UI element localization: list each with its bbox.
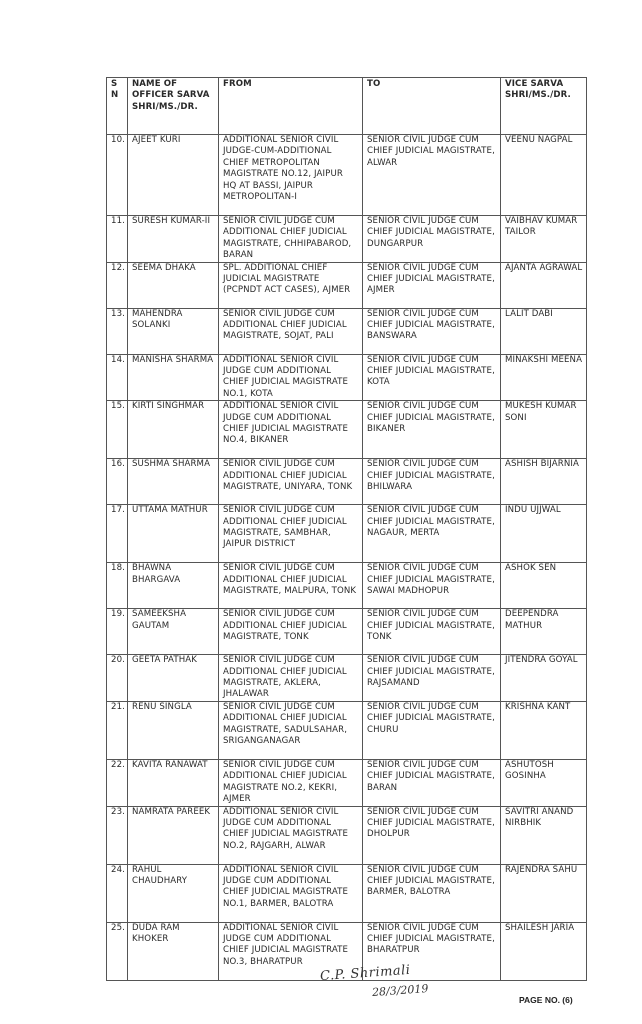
table-row xyxy=(107,262,587,308)
from-post: ADDITIONAL SENIOR CIVIL JUDGE CUM ADDITIONAL CHIEF JUDICIAL MAGISTRATE NO.4, BIKANER xyxy=(219,401,363,459)
to-post: SENIOR CIVIL JUDGE CUM CHIEF JUDICIAL MAGISTRATE, BHARATPUR xyxy=(363,922,501,980)
vice-officer: KRISHNA KANT xyxy=(501,701,587,759)
from-post: ADDITIONAL SENIOR CIVIL JUDGE CUM ADDITIONAL CHIEF JUDICIAL MAGISTRATE NO.1, BARMER, BALOTRA xyxy=(219,864,363,922)
header-from: FROM xyxy=(219,78,363,135)
officer-name: RAHUL CHAUDHARY xyxy=(128,864,219,922)
table-row xyxy=(107,401,587,459)
from-post: SENIOR CIVIL JUDGE CUM ADDITIONAL CHIEF JUDICIAL MAGISTRATE, SAMBHAR, JAIPUR DISTRICT xyxy=(219,505,363,563)
table-row xyxy=(107,609,587,655)
header-name: NAME OF OFFICER SARVA SHRI/MS./DR. xyxy=(128,78,219,135)
vice-officer: MUKESH KUMAR SONI xyxy=(501,401,587,459)
to-post: SENIOR CIVIL JUDGE CUM CHIEF JUDICIAL MAGISTRATE, TONK xyxy=(363,609,501,655)
row-sn: 14. xyxy=(107,354,128,401)
table-row xyxy=(107,563,587,609)
from-post: SENIOR CIVIL JUDGE CUM ADDITIONAL CHIEF JUDICIAL MAGISTRATE, UNIYARA, TONK xyxy=(219,459,363,505)
vice-officer: SAVITRI ANAND NIRBHIK xyxy=(501,806,587,864)
from-post: ADDITIONAL SENIOR CIVIL JUDGE CUM ADDITIONAL CHIEF JUDICIAL MAGISTRATE NO.2, RAJGARH, ALWAR xyxy=(219,806,363,864)
vice-officer: LALIT DABI xyxy=(501,308,587,354)
header-to: TO xyxy=(363,78,501,135)
officer-name: SURESH KUMAR-II xyxy=(128,216,219,263)
officer-name: RENU SINGLA xyxy=(128,701,219,759)
to-post: SENIOR CIVIL JUDGE CUM CHIEF JUDICIAL MAGISTRATE, BARAN xyxy=(363,759,501,806)
from-post: ADDITIONAL SENIOR CIVIL JUDGE-CUM-ADDITIONAL CHIEF METROPOLITAN MAGISTRATE NO.12, JAIPUR HQ AT BASSI, JAIPUR METROPOLITAN-I xyxy=(219,135,363,216)
officer-name: MANISHA SHARMA xyxy=(128,354,219,401)
vice-officer: MINAKSHI MEENA xyxy=(501,354,587,401)
table-header-row xyxy=(107,78,587,135)
row-sn: 24. xyxy=(107,864,128,922)
from-post: SENIOR CIVIL JUDGE CUM ADDITIONAL CHIEF JUDICIAL MAGISTRATE, MALPURA, TONK xyxy=(219,563,363,609)
officer-name: SEEMA DHAKA xyxy=(128,262,219,308)
from-post: ADDITIONAL SENIOR CIVIL JUDGE CUM ADDITIONAL CHIEF JUDICIAL MAGISTRATE NO.3, BHARATPUR xyxy=(219,922,363,980)
from-post: SPL. ADDITIONAL CHIEF JUDICIAL MAGISTRATE (PCPNDT ACT CASES), AJMER xyxy=(219,262,363,308)
to-post: SENIOR CIVIL JUDGE CUM CHIEF JUDICIAL MAGISTRATE, BARMER, BALOTRA xyxy=(363,864,501,922)
to-post: SENIOR CIVIL JUDGE CUM CHIEF JUDICIAL MAGISTRATE, RAJSAMAND xyxy=(363,655,501,702)
officer-name: UTTAMA MATHUR xyxy=(128,505,219,563)
officer-name: KAVITA RANAWAT xyxy=(128,759,219,806)
transfer-table xyxy=(106,77,587,981)
signature-date: 28/3/2019 xyxy=(371,982,429,999)
vice-officer: ASHISH BIJARNIA xyxy=(501,459,587,505)
officer-name: BHAWNA BHARGAVA xyxy=(128,563,219,609)
row-sn: 18. xyxy=(107,563,128,609)
page-number: PAGE NO. (6) xyxy=(519,995,573,1005)
officer-name: AJEET KURI xyxy=(128,135,219,216)
from-post: ADDITIONAL SENIOR CIVIL JUDGE CUM ADDITIONAL CHIEF JUDICIAL MAGISTRATE NO.1, KOTA xyxy=(219,354,363,401)
from-post: SENIOR CIVIL JUDGE CUM ADDITIONAL CHIEF JUDICIAL MAGISTRATE, SADULSAHAR, SRIGANGANAGAR xyxy=(219,701,363,759)
officer-name: KIRTI SINGHMAR xyxy=(128,401,219,459)
row-sn: 13. xyxy=(107,308,128,354)
header-vice: VICE SARVA SHRI/MS./DR. xyxy=(501,78,587,135)
table-row xyxy=(107,459,587,505)
table-row xyxy=(107,864,587,922)
table-row xyxy=(107,354,587,401)
to-post: SENIOR CIVIL JUDGE CUM CHIEF JUDICIAL MAGISTRATE, ALWAR xyxy=(363,135,501,216)
officer-name: DUDA RAM KHOKER xyxy=(128,922,219,980)
table-row xyxy=(107,505,587,563)
vice-officer: DEEPENDRA MATHUR xyxy=(501,609,587,655)
officer-name: SAMEEKSHA GAUTAM xyxy=(128,609,219,655)
from-post: SENIOR CIVIL JUDGE CUM ADDITIONAL CHIEF JUDICIAL MAGISTRATE, AKLERA, JHALAWAR xyxy=(219,655,363,702)
to-post: SENIOR CIVIL JUDGE CUM CHIEF JUDICIAL MAGISTRATE, NAGAUR, MERTA xyxy=(363,505,501,563)
vice-officer: ASHUTOSH GOSINHA xyxy=(501,759,587,806)
row-sn: 12. xyxy=(107,262,128,308)
vice-officer: VEENU NAGPAL xyxy=(501,135,587,216)
to-post: SENIOR CIVIL JUDGE CUM CHIEF JUDICIAL MAGISTRATE, BHILWARA xyxy=(363,459,501,505)
vice-officer: VAIBHAV KUMAR TAILOR xyxy=(501,216,587,263)
from-post: SENIOR CIVIL JUDGE CUM ADDITIONAL CHIEF JUDICIAL MAGISTRATE NO.2, KEKRI, AJMER xyxy=(219,759,363,806)
signature: C.P. Shrimali xyxy=(319,962,411,985)
table-row xyxy=(107,308,587,354)
row-sn: 23. xyxy=(107,806,128,864)
table-row xyxy=(107,135,587,216)
table-row xyxy=(107,216,587,263)
vice-officer: RAJENDRA SAHU xyxy=(501,864,587,922)
row-sn: 16. xyxy=(107,459,128,505)
officer-name: SUSHMA SHARMA xyxy=(128,459,219,505)
officer-name: MAHENDRA SOLANKI xyxy=(128,308,219,354)
officer-name: NAMRATA PAREEK xyxy=(128,806,219,864)
row-sn: 15. xyxy=(107,401,128,459)
to-post: SENIOR CIVIL JUDGE CUM CHIEF JUDICIAL MAGISTRATE, SAWAI MADHOPUR xyxy=(363,563,501,609)
row-sn: 19. xyxy=(107,609,128,655)
table-row xyxy=(107,806,587,864)
from-post: SENIOR CIVIL JUDGE CUM ADDITIONAL CHIEF JUDICIAL MAGISTRATE, TONK xyxy=(219,609,363,655)
row-sn: 21. xyxy=(107,701,128,759)
table-row xyxy=(107,701,587,759)
vice-officer: INDU UJJWAL xyxy=(501,505,587,563)
vice-officer: JITENDRA GOYAL xyxy=(501,655,587,702)
to-post: SENIOR CIVIL JUDGE CUM CHIEF JUDICIAL MAGISTRATE, CHURU xyxy=(363,701,501,759)
to-post: SENIOR CIVIL JUDGE CUM CHIEF JUDICIAL MAGISTRATE, BIKANER xyxy=(363,401,501,459)
from-post: SENIOR CIVIL JUDGE CUM ADDITIONAL CHIEF JUDICIAL MAGISTRATE, SOJAT, PALI xyxy=(219,308,363,354)
to-post: SENIOR CIVIL JUDGE CUM CHIEF JUDICIAL MAGISTRATE, BANSWARA xyxy=(363,308,501,354)
row-sn: 11. xyxy=(107,216,128,263)
to-post: SENIOR CIVIL JUDGE CUM CHIEF JUDICIAL MAGISTRATE, DUNGARPUR xyxy=(363,216,501,263)
vice-officer: AJANTA AGRAWAL xyxy=(501,262,587,308)
to-post: SENIOR CIVIL JUDGE CUM CHIEF JUDICIAL MAGISTRATE, KOTA xyxy=(363,354,501,401)
table-row xyxy=(107,655,587,702)
to-post: SENIOR CIVIL JUDGE CUM CHIEF JUDICIAL MAGISTRATE, AJMER xyxy=(363,262,501,308)
row-sn: 25. xyxy=(107,922,128,980)
row-sn: 22. xyxy=(107,759,128,806)
vice-officer: ASHOK SEN xyxy=(501,563,587,609)
from-post: SENIOR CIVIL JUDGE CUM ADDITIONAL CHIEF JUDICIAL MAGISTRATE, CHHIPABAROD, BARAN xyxy=(219,216,363,263)
row-sn: 10. xyxy=(107,135,128,216)
to-post: SENIOR CIVIL JUDGE CUM CHIEF JUDICIAL MAGISTRATE, DHOLPUR xyxy=(363,806,501,864)
officer-name: GEETA PATHAK xyxy=(128,655,219,702)
row-sn: 17. xyxy=(107,505,128,563)
header-sn: S N xyxy=(107,78,128,135)
row-sn: 20. xyxy=(107,655,128,702)
vice-officer: SHAILESH JARIA xyxy=(501,922,587,980)
table-row xyxy=(107,759,587,806)
